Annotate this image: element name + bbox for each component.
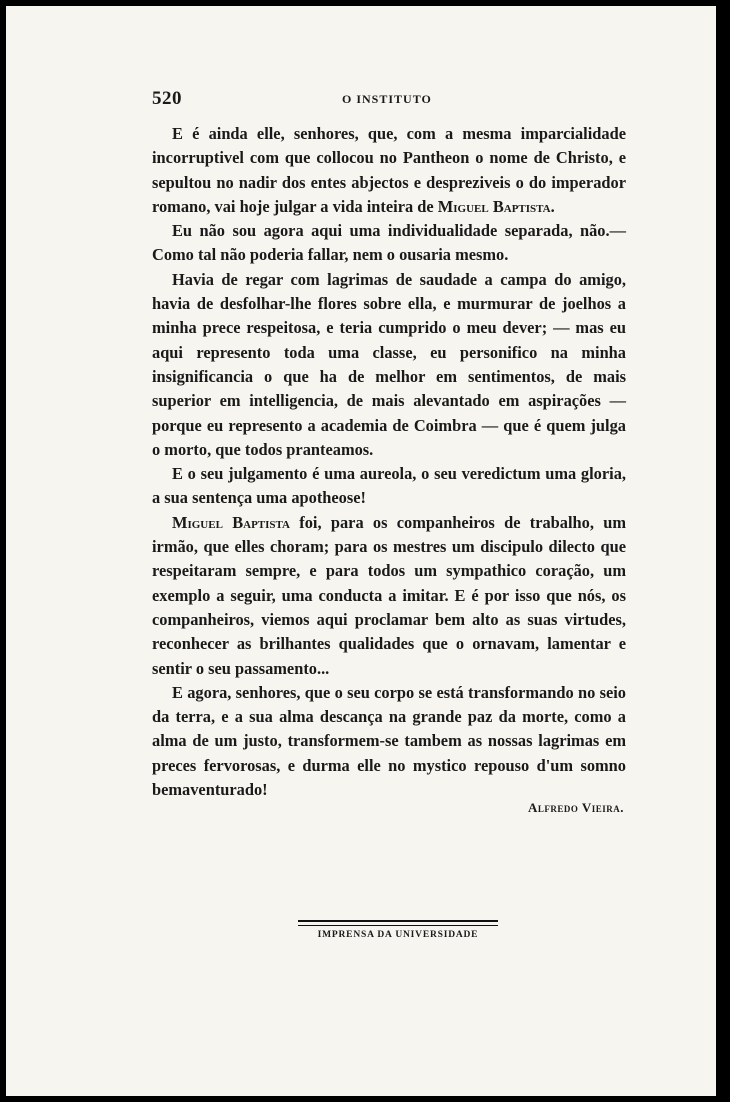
- scan-border-bottom: [0, 1096, 730, 1102]
- page-number: 520: [152, 88, 182, 109]
- printer-imprint: IMPRENSA DA UNIVERSIDADE: [317, 930, 479, 940]
- footer-rule-thin: [298, 925, 498, 926]
- paragraph-4: E o seu julgamento é uma aureola, o seu veredictum uma gloria, a sua sentença uma apotheose!: [152, 464, 626, 508]
- paragraph-1: [152, 122, 626, 219]
- scan-border-top: [0, 0, 730, 6]
- paragraph-1-text: E é ainda elle, senhores, que, com a mesma imparcialidade incorruptivel com que collocou no Pantheon o nome de Christo, e sepultou no nadir dos entes abjectos e despreziveis o do imperador romano, vai hoje julgar a vida inteira de: [152, 124, 626, 216]
- body-text: [152, 122, 626, 802]
- person-name: Miguel Baptista: [437, 196, 551, 216]
- scan-border-right: [716, 0, 730, 1102]
- paragraph-2: Eu não sou agora aqui uma individualidade separada, não.— Como tal não poderia fallar, nem o ousaria mesmo.: [152, 221, 626, 265]
- paragraph-5-text: foi, para os companheiros de trabalho, um irmão, que elles choram; para os mestres um discipulo dilecto que respeitaram sempre, e para todos um sympathico coração, um exemplo a seguir, uma conducta a imitar. E é por isso que nós, os companheiros, viemos aqui proclamar bem alto as suas virtudes, reconhecer as brilhantes qualidades que o ornavam, lamentar e sentir o seu passamento...: [152, 512, 626, 678]
- page-header: [152, 88, 626, 112]
- paragraph-5: [152, 511, 626, 681]
- scan-border-left: [0, 0, 6, 1102]
- author-signature: Alfredo Vieira.: [527, 800, 624, 815]
- paragraph-6: E agora, senhores, que o seu corpo se está transformando no seio da terra, e a sua alma descança na grande paz da morte, como a alma de um justo, transformem-se tambem as nossas lagrimas em preces fervorosas, e durma elle no mystico repouso d'um somno bemaventurado!: [152, 682, 626, 800]
- running-head: O INSTITUTO: [342, 92, 432, 106]
- paragraph-1-end: .: [550, 196, 555, 216]
- person-name: Miguel Baptista: [172, 512, 290, 532]
- footer-rule-thick: [298, 920, 498, 922]
- paragraph-3: Havia de regar com lagrimas de saudade a campa do amigo, havia de desfolhar-lhe flores sobre ella, e murmurar de joelhos a minha prece respeitosa, e teria cumprido o meu dever; — mas eu aqui represento toda uma classe, eu personifico na minha insignificancia o que ha de melhor em sentimentos, de mais superior em intelligencia, de mais alevantado em aspirações — porque eu represento a academia de Coimbra — que é quem julga o morto, que todos pranteamos.: [152, 269, 626, 459]
